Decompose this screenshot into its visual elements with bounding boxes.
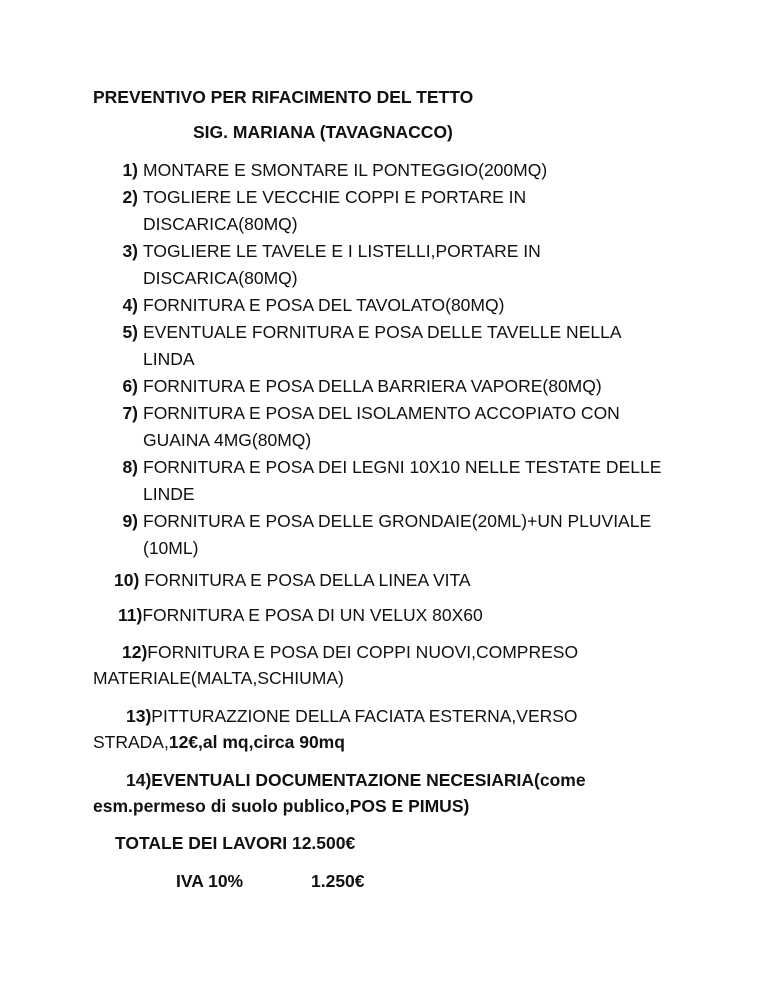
item-number: 11) [118, 605, 143, 625]
total-label: TOTALE DEI LAVORI [115, 833, 288, 853]
total-value: 12.500€ [291, 833, 356, 853]
item-number: 1) [122, 160, 138, 180]
list-item [116, 238, 676, 292]
list-item [116, 454, 676, 508]
item-text: FORNITURA E POSA DEL TAVOLATO(80MQ) [143, 295, 505, 315]
list-item [116, 319, 676, 373]
item-text: FORNITURA E POSA DELLA LINEA VITA [139, 570, 471, 590]
list-item [116, 157, 676, 184]
item-13-line-2 [93, 729, 345, 756]
client-name: SIG. MARIANA (TAVAGNACCO) [193, 122, 453, 142]
item-text: TOGLIERE LE TAVELE E I LISTELLI,PORTARE IN DISCARICA(80MQ) [143, 241, 541, 288]
list-item [116, 184, 676, 238]
item-number: 7) [122, 403, 138, 423]
price-note: 12€,al mq,circa 90mq [168, 732, 345, 752]
item-number: 3) [122, 241, 138, 261]
item-11 [118, 602, 483, 629]
item-text: MONTARE E SMONTARE IL PONTEGGIO(200MQ) [143, 160, 548, 180]
item-number: 10) [114, 570, 140, 590]
item-text: FORNITURA E POSA DI UN VELUX 80X60 [142, 605, 483, 625]
item-text: EVENTUALE FORNITURA E POSA DELLE TAVELLE NELLA LINDA [143, 322, 621, 369]
item-number: 5) [122, 322, 138, 342]
list-item [116, 508, 676, 562]
item-number: 9) [122, 511, 138, 531]
item-number: 2) [122, 187, 138, 207]
item-12-line-1 [122, 639, 578, 666]
total-row [115, 830, 355, 857]
item-text: FORNITURA E POSA DEI COPPI NUOVI,COMPRESO [147, 642, 579, 662]
item-number: 6) [122, 376, 138, 396]
iva-value: 1.250€ [311, 871, 365, 891]
document-title: PREVENTIVO PER RIFACIMENTO DEL TETTO [93, 87, 474, 107]
item-text: FORNITURA E POSA DELLE GRONDAIE(20ML)+UN PLUVIALE (10ML) [143, 511, 652, 558]
item-text: FORNITURA E POSA DELLA BARRIERA VAPORE(80MQ) [143, 376, 602, 396]
item-text: TOGLIERE LE VECCHIE COPPI E PORTARE IN DISCARICA(80MQ) [143, 187, 527, 234]
item-10 [114, 567, 471, 594]
work-items-list [116, 157, 676, 562]
item-number: 13) [126, 706, 152, 726]
list-item [116, 400, 676, 454]
item-14-line-1: 14)EVENTUALI DOCUMENTAZIONE NECESIARIA(come [126, 770, 586, 790]
item-12-line-2: MATERIALE(MALTA,SCHIUMA) [93, 668, 344, 688]
iva-label: IVA 10% [176, 871, 244, 891]
item-number: 8) [122, 457, 138, 477]
item-14-line-2: esm.permeso di suolo publico,POS E PIMUS) [93, 796, 470, 816]
item-text: STRADA, [93, 732, 169, 752]
list-item [116, 292, 676, 319]
list-item [116, 373, 676, 400]
item-text: PITTURAZZIONE DELLA FACIATA ESTERNA,VERSO [151, 706, 578, 726]
item-text: FORNITURA E POSA DEL ISOLAMENTO ACCOPIATO CON GUAINA 4MG(80MQ) [143, 403, 620, 450]
item-number: 12) [122, 642, 148, 662]
item-text: FORNITURA E POSA DEI LEGNI 10X10 NELLE TESTATE DELLE LINDE [143, 457, 662, 504]
item-number: 4) [122, 295, 138, 315]
item-13-line-1 [126, 703, 578, 730]
